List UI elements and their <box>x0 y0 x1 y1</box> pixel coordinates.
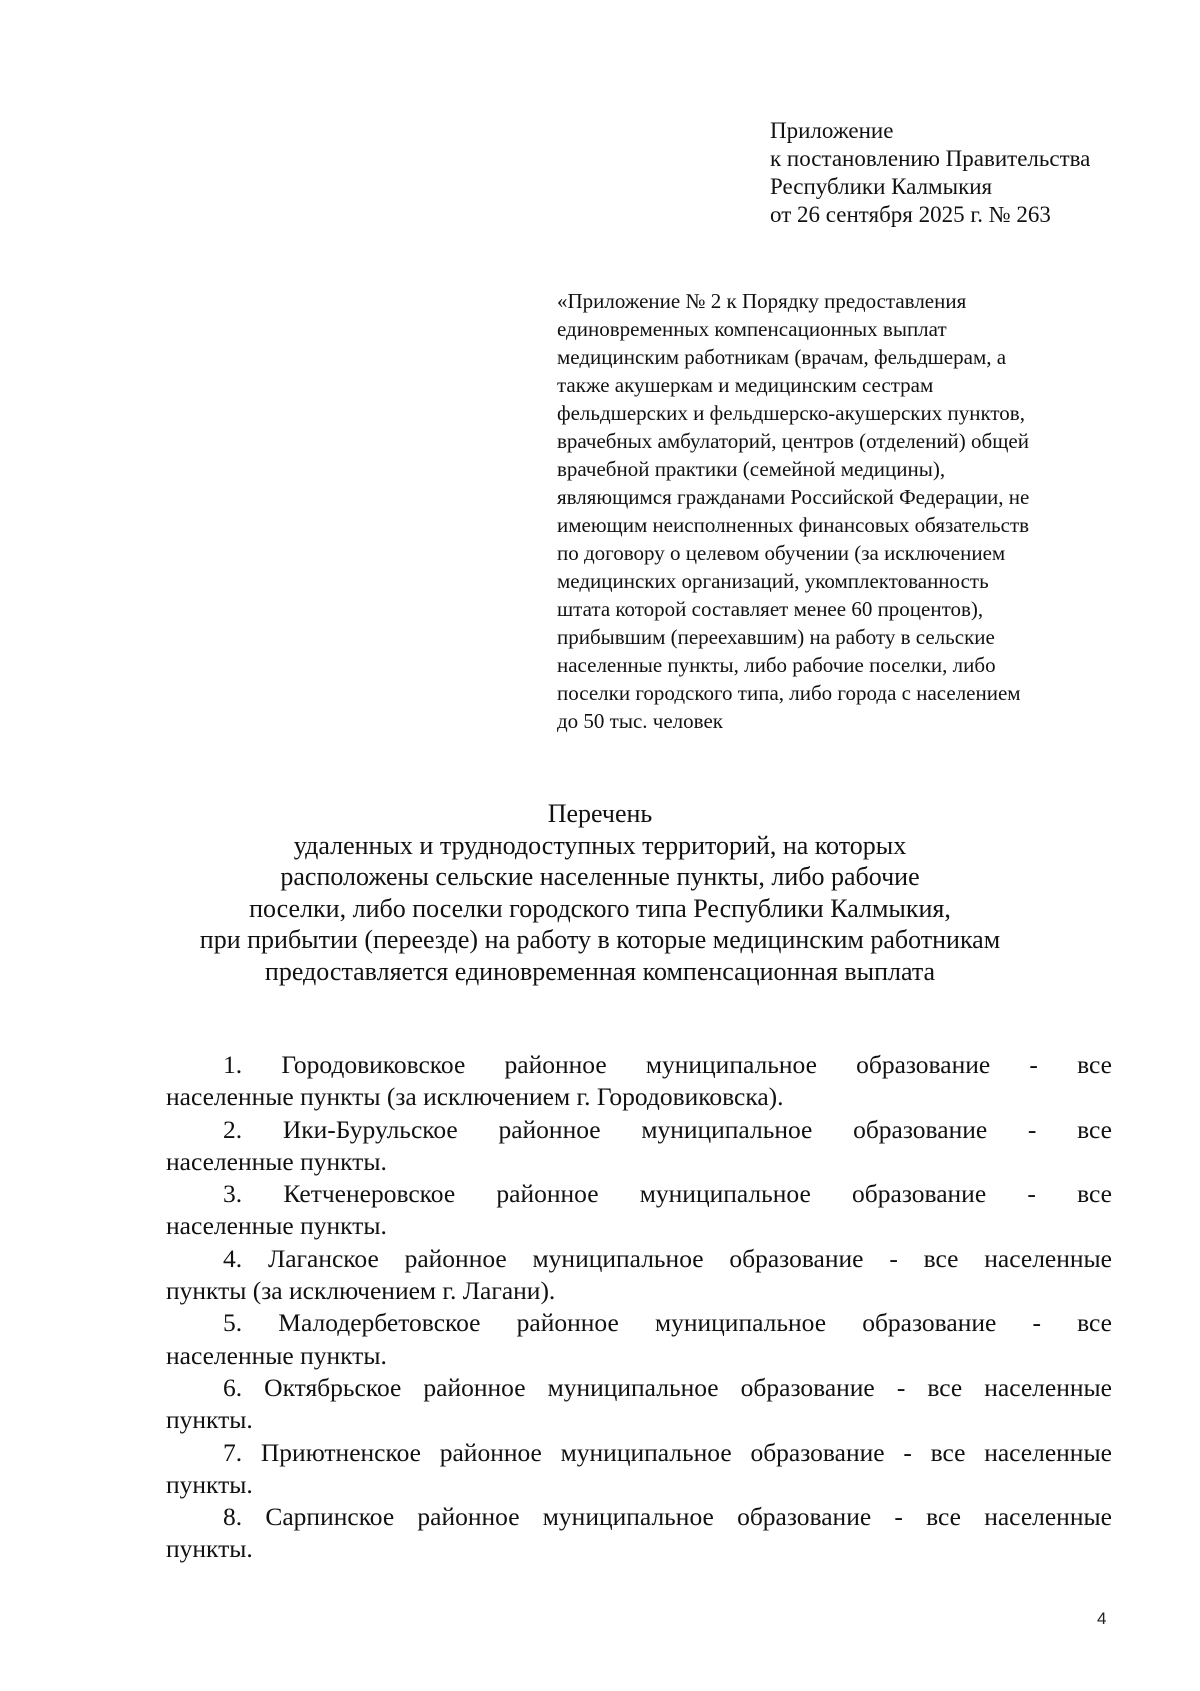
list-item-word: все <box>930 1437 966 1467</box>
list-item-word: все <box>1077 1050 1112 1079</box>
page-number: 4 <box>1097 1609 1107 1628</box>
order-reference <box>557 287 1117 735</box>
list-item-word: образование <box>729 1243 864 1273</box>
appendix-header-line: Республики Калмыкия <box>770 174 993 199</box>
list-item <box>166 1437 1112 1502</box>
list-item-word: муниципальное <box>639 1179 811 1209</box>
appendix-header-line: Приложение <box>770 118 894 143</box>
list-item <box>166 1243 1112 1308</box>
list-item-word: все <box>927 1372 963 1402</box>
list-item-word: 2. <box>223 1114 243 1144</box>
list-item-word: районное <box>516 1308 619 1338</box>
order-reference-line: фельдшерских и фельдшерско-акушерских пунктов, <box>557 401 1025 425</box>
order-reference-line: по договору о целевом обучении (за исключением <box>557 541 1006 565</box>
list-item-word: районное <box>404 1243 507 1273</box>
order-reference-line: единовременных компенсационных выплат <box>557 317 947 341</box>
list-item-first-line <box>166 1049 1112 1081</box>
list-item-word: все <box>926 1502 961 1532</box>
list-item-word: образование <box>856 1050 991 1079</box>
list-item-word: 7. <box>223 1437 243 1467</box>
list-item <box>166 1307 1112 1372</box>
list-item-word: - <box>1027 1114 1037 1144</box>
list-item-word: Лаганское <box>267 1243 379 1273</box>
list-item-word: муниципальное <box>532 1243 704 1273</box>
list-item-word: - <box>889 1243 898 1273</box>
order-reference-line: прибывшим (переехавшим) на работу в сельские <box>557 625 995 649</box>
list-item-word: 4. <box>223 1243 243 1273</box>
territory-list <box>166 1049 1112 1566</box>
list-item-word: населенные <box>984 1502 1112 1532</box>
list-item-word: районное <box>498 1114 601 1144</box>
list-item-word: Кетченеровское <box>283 1179 456 1209</box>
list-item-word: образование <box>862 1308 997 1338</box>
list-item-word: районное <box>504 1050 607 1079</box>
list-heading-title: Перечень <box>547 799 653 828</box>
list-heading-line: предоставляется единовременная компенсационная выплата <box>264 956 936 986</box>
list-item-word: - <box>1032 1308 1041 1338</box>
order-reference-line: поселки городского типа, либо города с населением <box>557 681 1021 705</box>
list-item-word: Приютненское <box>260 1437 421 1467</box>
list-item-word: все <box>923 1243 959 1273</box>
list-item-word: - <box>1027 1179 1036 1209</box>
list-item-word: муниципальное <box>542 1502 714 1532</box>
list-heading-line: при прибытии (переезде) на работу в которые медицинским работникам <box>199 925 1001 954</box>
list-item-word: все <box>1077 1114 1112 1144</box>
list-item-word: районное <box>496 1179 599 1209</box>
list-item-continuation: населенные пункты. <box>166 1340 387 1370</box>
list-item-first-line <box>166 1114 1112 1146</box>
list-item-first-line <box>166 1501 1112 1533</box>
list-item-word: образование <box>750 1437 885 1467</box>
order-reference-line: врачебных амбулаторий, центров (отделений) общей <box>557 429 1029 453</box>
list-item <box>166 1114 1112 1179</box>
list-item-word: районное <box>423 1372 526 1402</box>
list-item-word: - <box>896 1372 906 1402</box>
list-item-word: все <box>1077 1308 1112 1338</box>
list-item-word: муниципальное <box>641 1114 813 1144</box>
list-item <box>166 1049 1112 1114</box>
list-item-word: 8. <box>223 1502 243 1532</box>
order-reference-line: до 50 тыс. человек <box>557 709 723 733</box>
list-item-word: населенные <box>984 1437 1112 1467</box>
list-item-word: районное <box>417 1502 520 1532</box>
list-item-word: все <box>1077 1179 1112 1209</box>
list-item-word: муниципальное <box>645 1050 817 1079</box>
list-item-word: Городовиковское <box>281 1050 466 1079</box>
order-reference-line: медицинских организаций, укомплектованность <box>557 569 989 593</box>
list-item-continuation: пункты. <box>166 1534 253 1564</box>
list-item-word: Октябрьское <box>264 1372 402 1402</box>
list-item-word: - <box>894 1502 903 1532</box>
list-item-word: муниципальное <box>560 1437 732 1467</box>
appendix-header-line: от 26 сентября 2025 г. № 263 <box>770 202 1051 227</box>
list-item-word: населенные <box>984 1372 1112 1402</box>
list-item-continuation: населенные пункты. <box>166 1211 387 1241</box>
list-item <box>166 1372 1112 1437</box>
order-reference-line: медицинским работникам (врачам, фельдшерам, а <box>557 345 1007 369</box>
list-item <box>166 1501 1112 1566</box>
order-reference-line: населенные пункты, либо рабочие поселки, либо <box>557 653 996 677</box>
list-item-first-line <box>166 1437 1112 1469</box>
order-reference-line: врачебной практики (семейной медицины), <box>557 457 946 481</box>
order-reference-line: имеющим неисполненных финансовых обязательств <box>557 513 1030 537</box>
list-item-word: муниципальное <box>547 1372 719 1402</box>
order-reference-line: «Приложение № 2 к Порядку предоставления <box>557 289 967 313</box>
list-item-first-line <box>166 1178 1112 1210</box>
list-item-continuation: населенные пункты (за исключением г. Городовиковска). <box>166 1082 784 1112</box>
order-reference-line: штата которой составляет менее 60 процентов), <box>557 597 984 621</box>
list-item-continuation: пункты (за исключением г. Лагани). <box>166 1276 556 1306</box>
list-item-word: населенные <box>984 1243 1112 1273</box>
list-heading-line: расположены сельские населенные пункты, либо рабочие <box>280 862 920 891</box>
list-item-word: Малодербетовское <box>278 1308 481 1338</box>
list-item-continuation: пункты. <box>166 1405 253 1435</box>
list-item-word: образование <box>737 1502 872 1532</box>
list-item-word: - <box>1029 1050 1038 1079</box>
list-item-word: образование <box>740 1372 875 1402</box>
appendix-header-line: к постановлению Правительства <box>770 146 1091 171</box>
list-item-word: - <box>903 1437 912 1467</box>
list-item-first-line <box>166 1372 1112 1404</box>
list-item-continuation: населенные пункты. <box>166 1146 387 1176</box>
list-item-word: 1. <box>223 1050 243 1079</box>
list-item-word: 6. <box>223 1372 243 1402</box>
list-item-word: образование <box>852 1179 987 1209</box>
list-item-word: Ики-Бурульское <box>282 1114 458 1144</box>
list-heading-line: удаленных и труднодоступных территорий, на которых <box>293 830 907 860</box>
list-item <box>166 1178 1112 1243</box>
list-heading <box>150 798 1050 987</box>
list-item-word: Сарпинское <box>265 1502 395 1532</box>
order-reference-line: являющимся гражданами Российской Федерации, не <box>557 485 1030 509</box>
list-item-word: районное <box>439 1437 542 1467</box>
list-item-first-line <box>166 1307 1112 1339</box>
list-heading-line: поселки, либо поселки городского типа Республики Калмыкия, <box>249 893 951 923</box>
list-item-word: 5. <box>223 1308 243 1338</box>
list-item-word: муниципальное <box>654 1308 827 1338</box>
order-reference-line: также акушеркам и медицинским сестрам <box>557 373 934 397</box>
list-item-word: образование <box>853 1114 988 1144</box>
list-item-word: 3. <box>223 1179 243 1209</box>
appendix-header <box>770 117 1170 229</box>
list-item-continuation: пункты. <box>166 1469 253 1499</box>
list-item-first-line <box>166 1243 1112 1275</box>
